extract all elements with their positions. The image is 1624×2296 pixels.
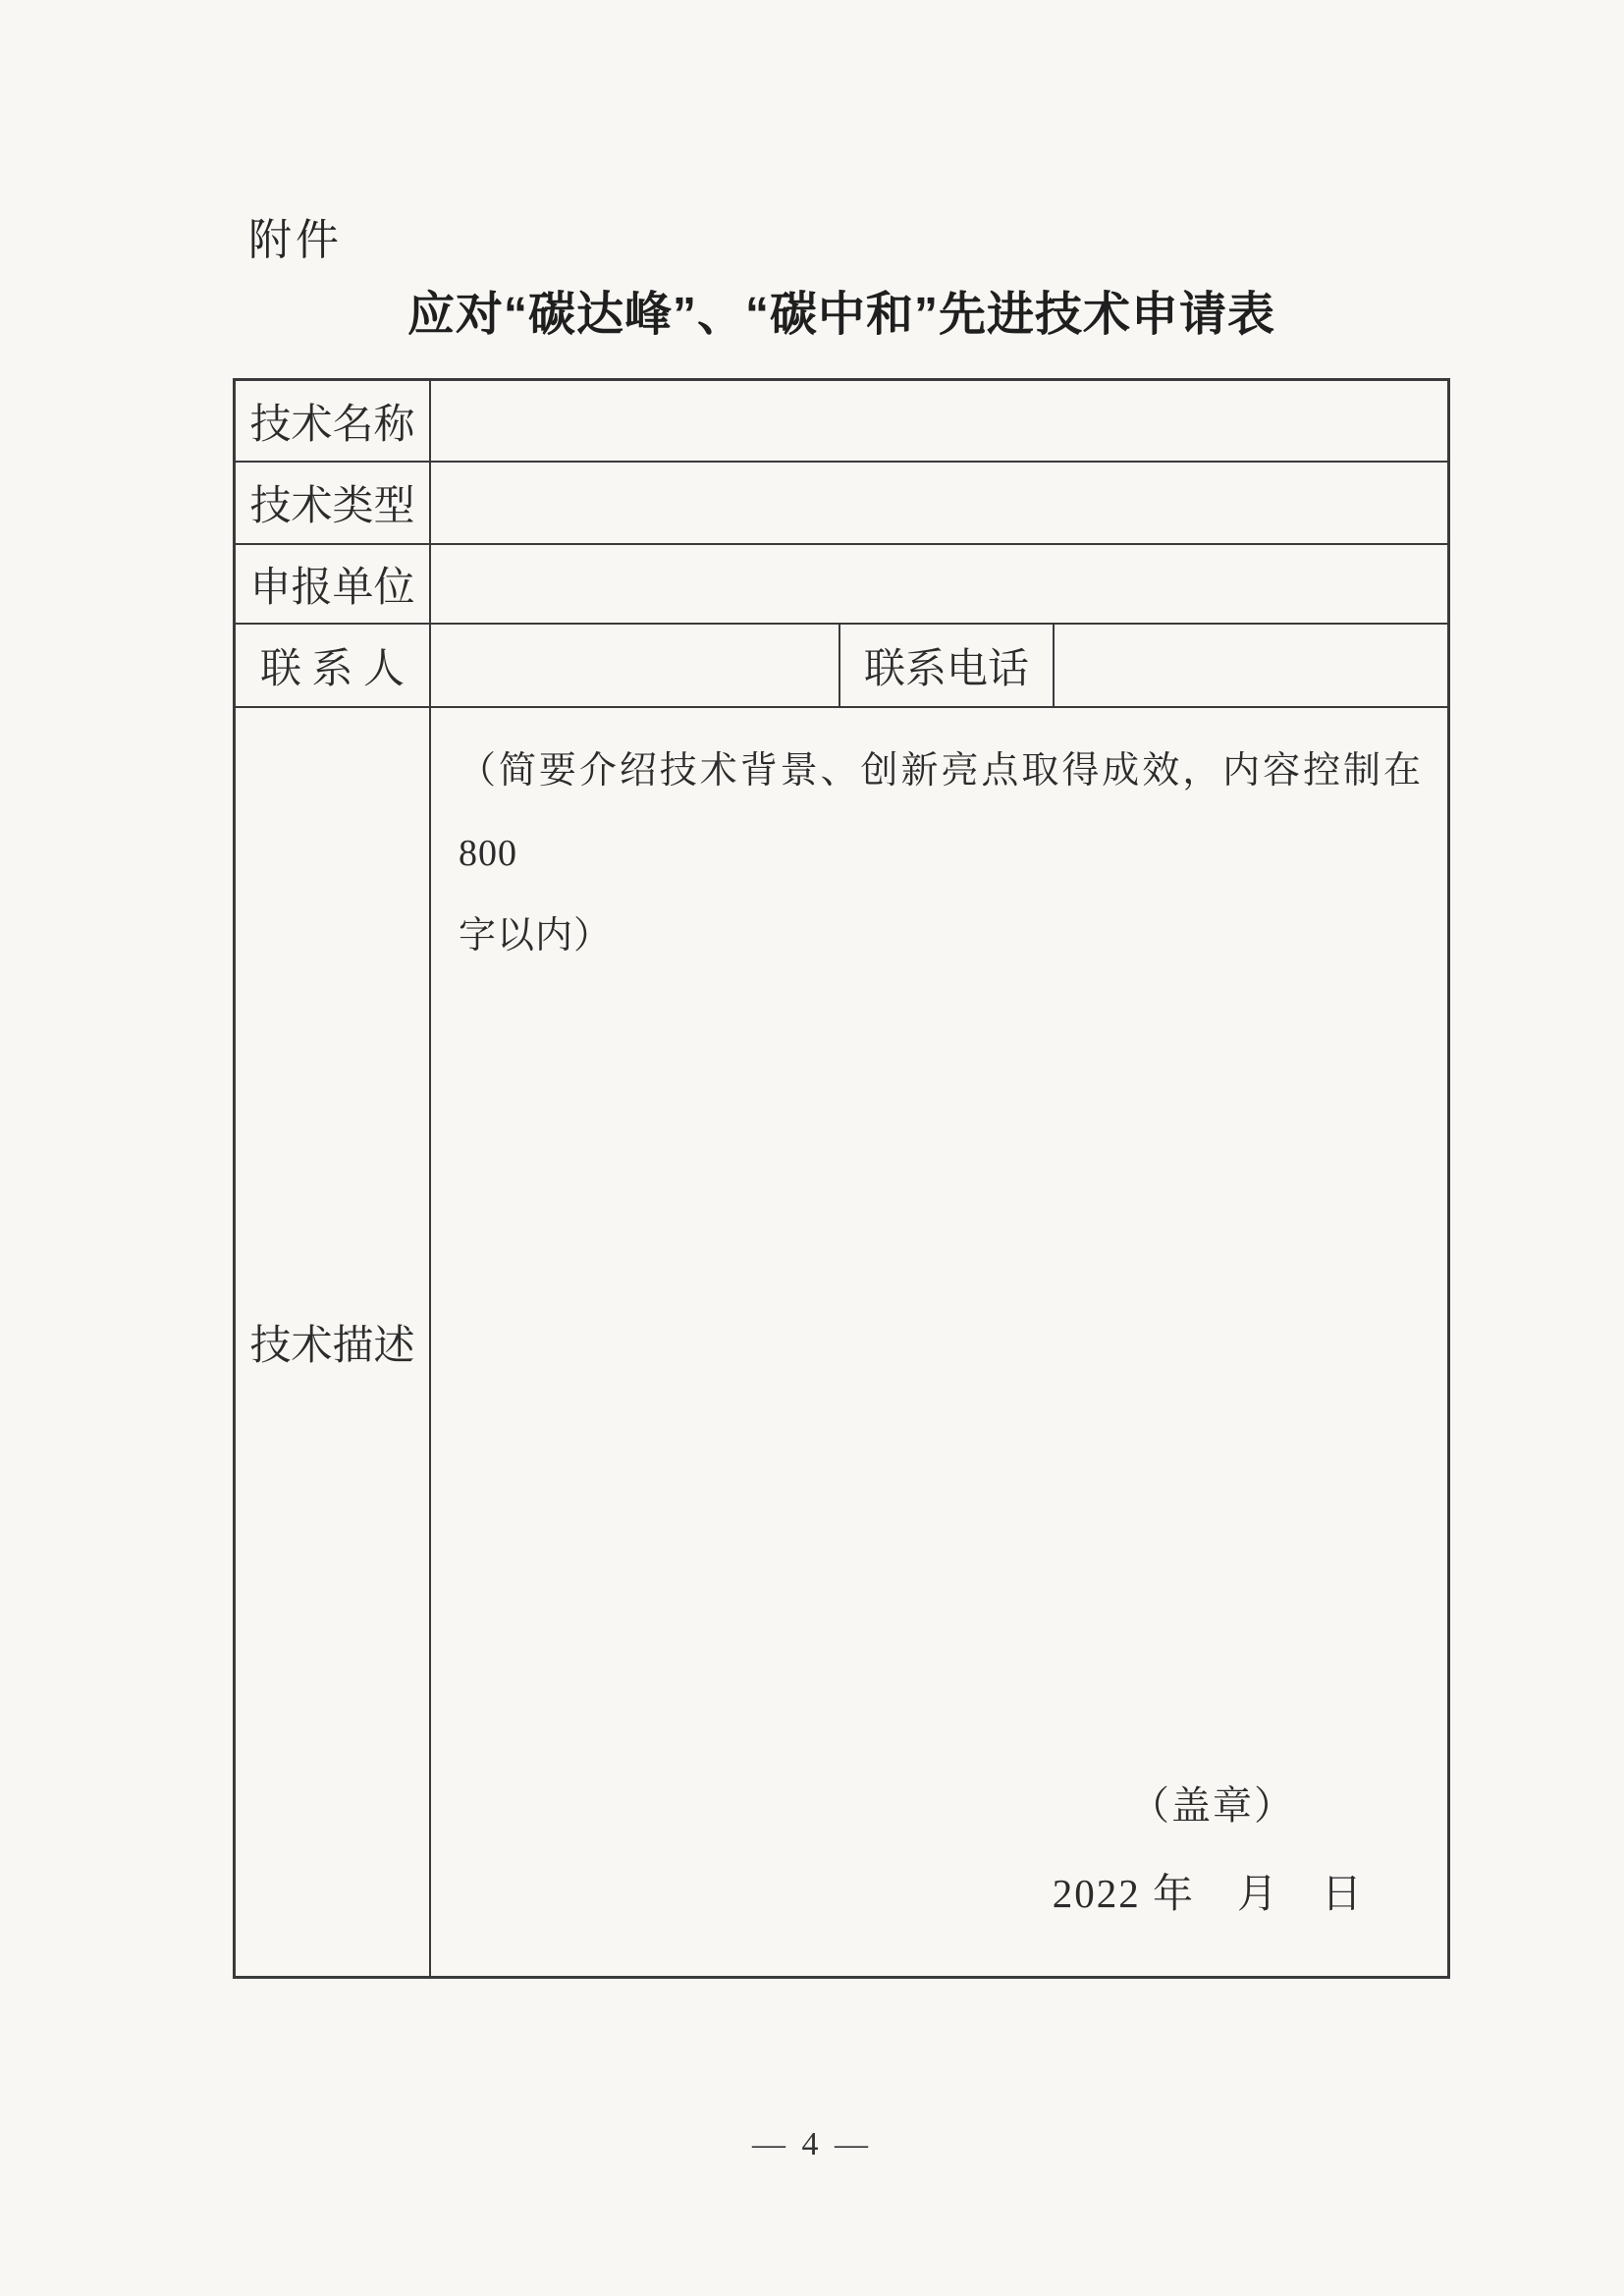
tech-description-label: 技术描述 <box>236 708 431 1976</box>
contact-person-label: 联 系 人 <box>236 625 431 706</box>
description-hint-line-1: （简要介绍技术背景、创新亮点取得成效，内容控制在 800 <box>459 750 1422 874</box>
table-row-tech-name <box>236 381 1447 463</box>
tech-name-value <box>431 381 1447 461</box>
contact-phone-value <box>1055 625 1447 706</box>
table-row-tech-type <box>236 463 1447 545</box>
tech-type-label: 技术类型 <box>236 463 431 543</box>
description-hint-line-2: 字以内） <box>459 915 613 957</box>
tech-description-content <box>431 708 1447 1976</box>
table-row-applicant-unit <box>236 545 1447 625</box>
applicant-unit-value <box>431 545 1447 623</box>
applicant-unit-label: 申报单位 <box>236 545 431 623</box>
date-line: 2022 年 月 日 <box>1052 1871 1364 1916</box>
contact-person-value <box>431 625 840 706</box>
table-row-contact <box>236 625 1447 708</box>
description-hint <box>431 708 1447 977</box>
contact-phone-label: 联系电话 <box>840 625 1055 706</box>
seal-placeholder-label: （盖章） <box>1130 1783 1295 1828</box>
table-row-tech-description <box>236 708 1447 1976</box>
page-number: — 4 — <box>752 2126 872 2162</box>
application-form-table <box>233 378 1450 1979</box>
attachment-label: 附件 <box>248 216 343 264</box>
tech-type-value <box>431 463 1447 543</box>
tech-name-label: 技术名称 <box>236 381 431 461</box>
page-title: 应对“碳达峰”、“碳中和”先进技术申请表 <box>406 289 1275 341</box>
